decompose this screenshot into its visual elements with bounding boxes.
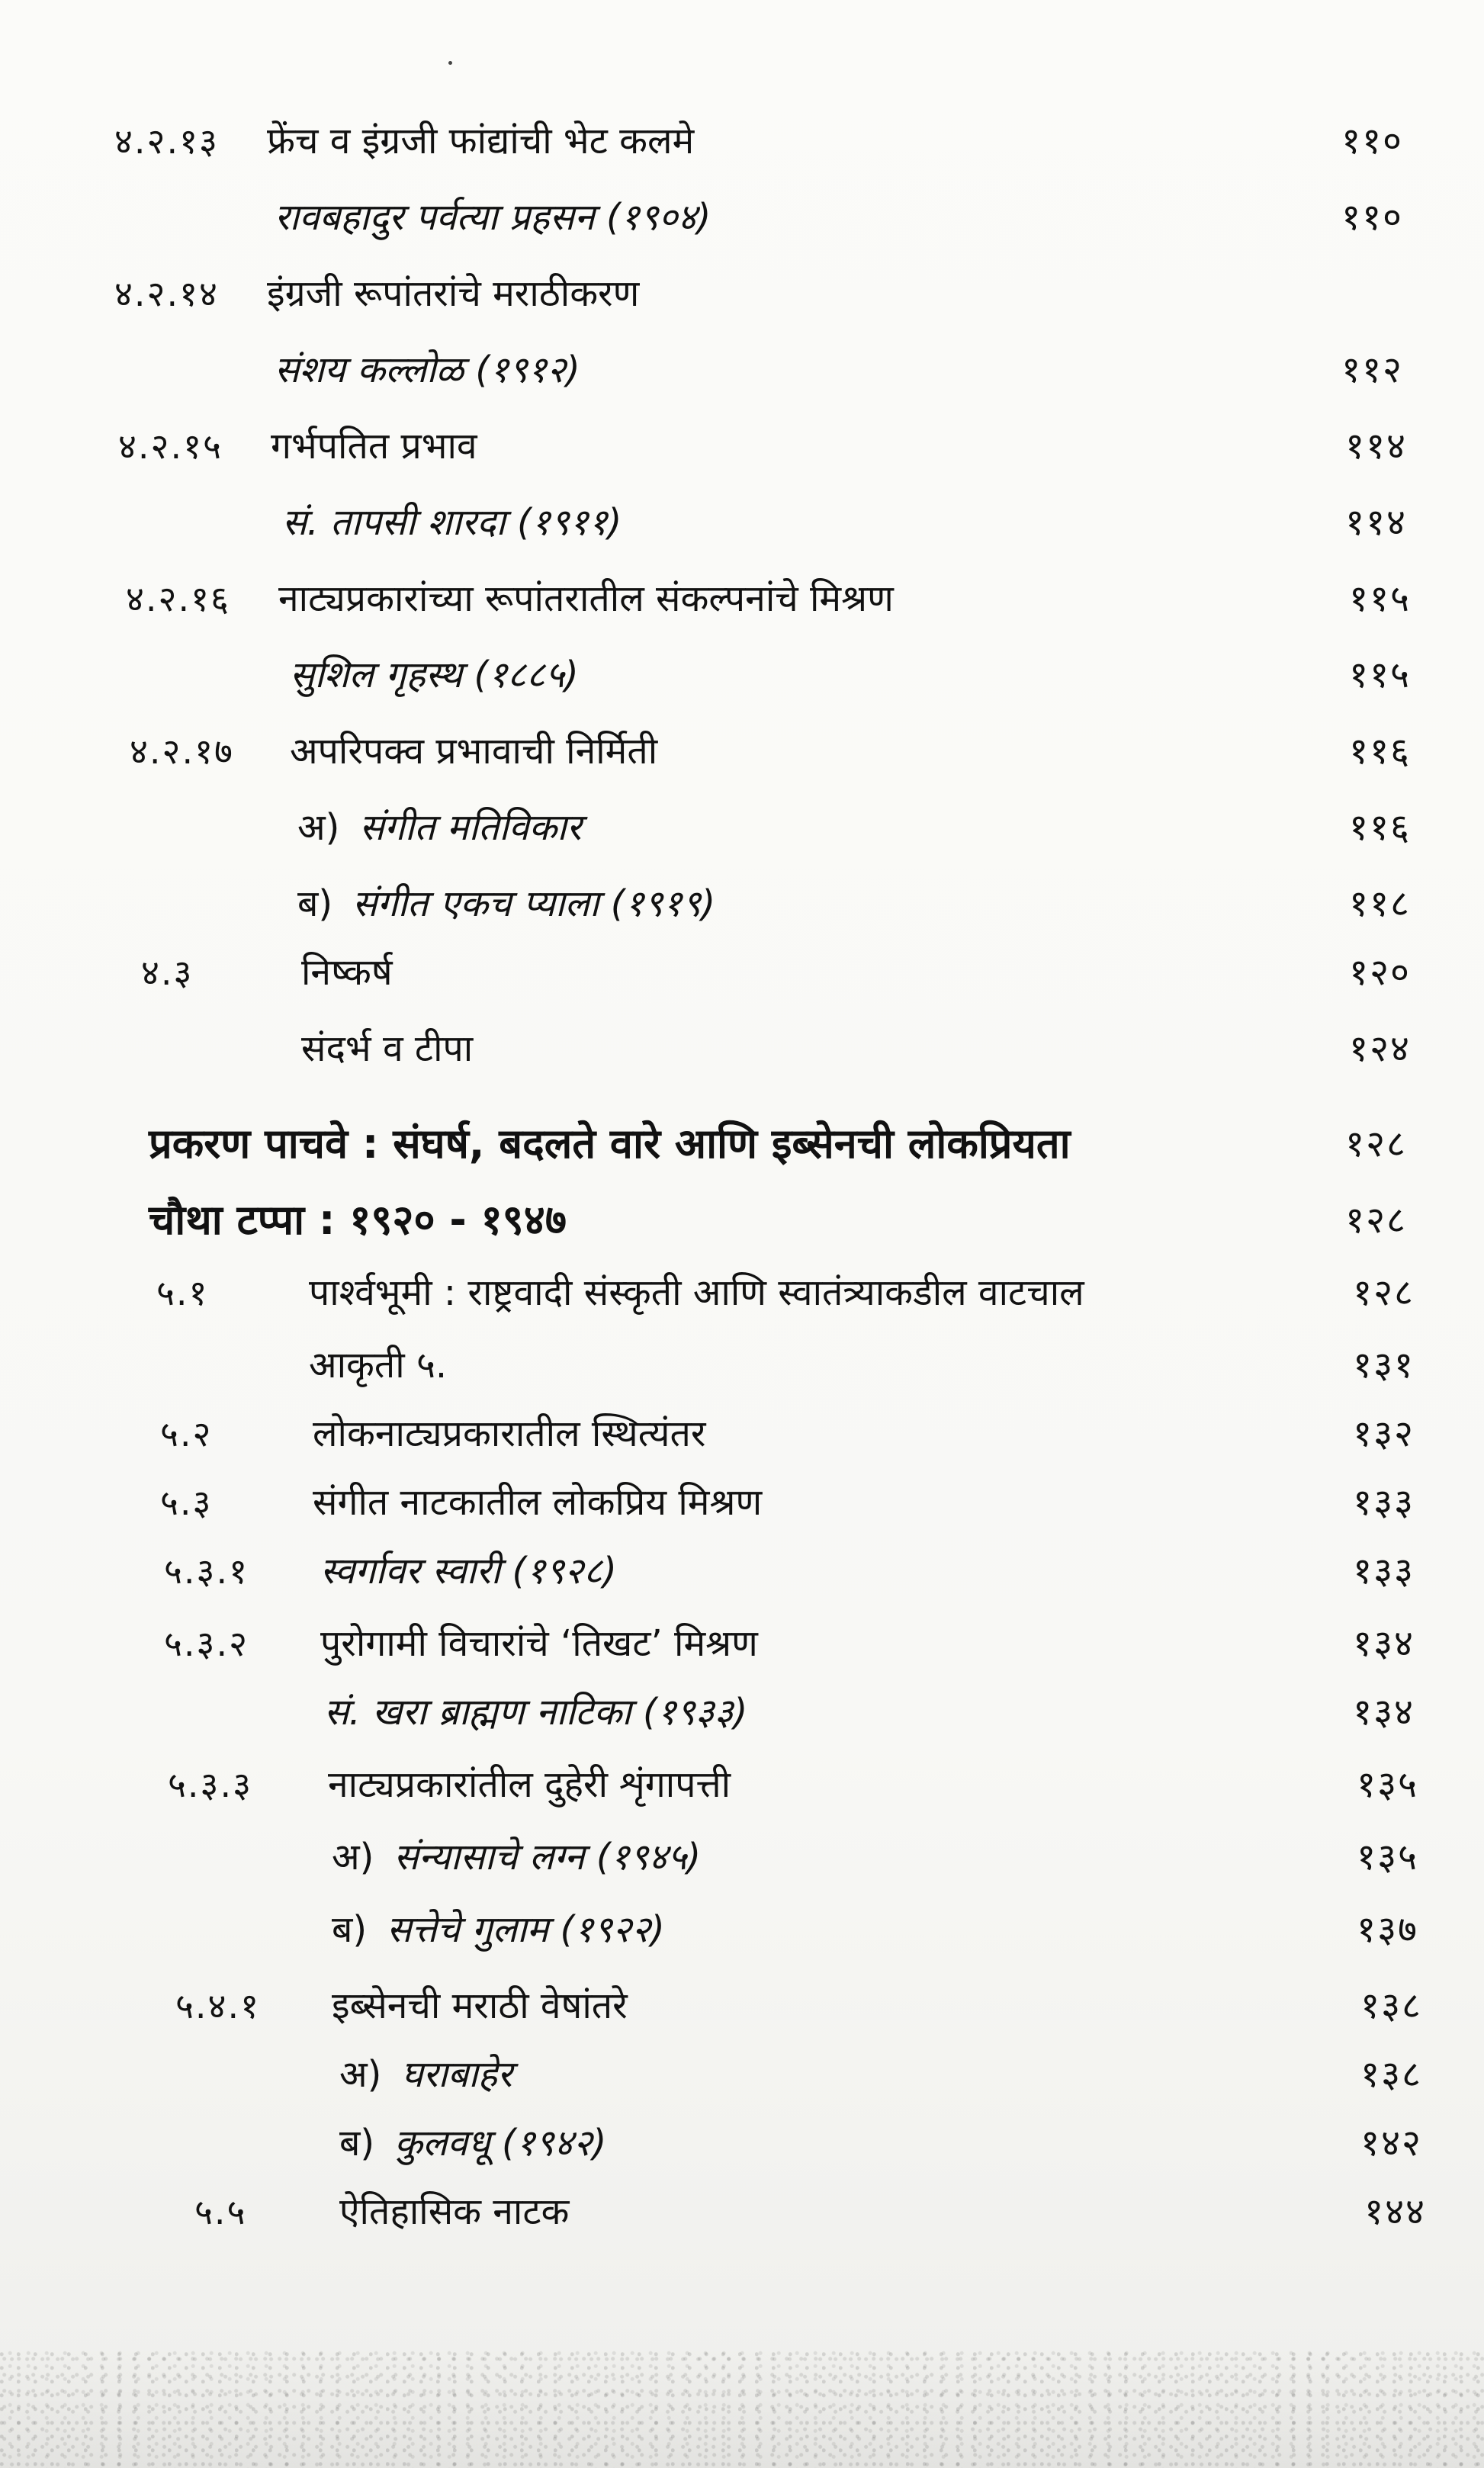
toc-entry [168, 1899, 1418, 1960]
toc-entry [175, 2113, 1422, 2174]
entry-number: ५.५ [194, 2191, 247, 2232]
entry-page: ११५ [1349, 654, 1411, 696]
entry-page: १३८ [1360, 1984, 1422, 2027]
toc-entry [114, 111, 1403, 172]
entry-title: पार्श्वभूमी : राष्ट्रवादी संस्कृती आणि स्वातंत्र्याकडील वाटचाल [309, 1271, 1084, 1314]
entry-page: ११० [1341, 196, 1403, 239]
toc-entry [164, 1541, 1415, 1602]
entry-title: इब्सेनची मराठी वेषांतरे [332, 1984, 628, 2027]
entry-number: ५.१ [156, 1272, 209, 1313]
chapter-subheading [149, 1186, 1407, 1255]
entry-subitem [297, 797, 581, 858]
toc-entry [164, 1613, 1415, 1674]
entry-number: ४.२.१६ [126, 578, 230, 619]
entry-title: फ्रेंच व इंग्रजी फांद्यांची भेट कलमे [267, 120, 695, 162]
entry-page: ११६ [1349, 730, 1411, 773]
entry-number: ४.२.१४ [114, 273, 219, 314]
entry-page: १३३ [1353, 1481, 1415, 1524]
entry-page: १३४ [1353, 1691, 1415, 1734]
entry-page: ११४ [1345, 425, 1407, 468]
toc-entry [175, 2044, 1422, 2105]
entry-title: गर्भपतित प्रभाव [271, 425, 477, 468]
entry-title: ऐतिहासिक नाटक [339, 2190, 570, 2233]
toc-entry [130, 873, 1411, 934]
toc-entry [168, 1827, 1418, 1888]
entry-title: पुरोगामी विचारांचे ‘तिखट’ मिश्रण [320, 1622, 758, 1665]
toc-entry [141, 1018, 1411, 1079]
toc-entry [168, 1754, 1418, 1815]
entry-marker: ब) [339, 2122, 375, 2164]
entry-page: १३१ [1353, 1344, 1415, 1387]
toc-entry [160, 1403, 1415, 1464]
entry-subitem [339, 2113, 606, 2174]
entry-number: ५.३.३ [168, 1764, 253, 1805]
toc-entry [130, 797, 1411, 858]
toc-entry [156, 1262, 1415, 1323]
page-speck [448, 61, 452, 65]
entry-subitem [332, 1827, 701, 1888]
entry-page: १३५ [1357, 1763, 1418, 1806]
entry-page: १३३ [1353, 1550, 1415, 1592]
chapter-phase: चौथा टप्पा : १९२० - १९४७ [149, 1196, 567, 1244]
toc-entry [114, 263, 1403, 324]
toc-entry [118, 492, 1407, 553]
entry-number: ४.२.१५ [118, 426, 223, 467]
entry-title: आकृती ५. [309, 1344, 448, 1387]
entry-title: संन्यासाचे लग्न (१९४५) [393, 1836, 702, 1878]
entry-marker: अ) [332, 1836, 374, 1878]
entry-title: निष्कर्ष [301, 951, 393, 994]
entry-title: संगीत नाटकातील लोकप्रिय मिश्रण [313, 1481, 763, 1524]
entry-page: ११४ [1345, 501, 1407, 544]
entry-title: घराबाहेर [401, 2053, 512, 2096]
entry-title: संदर्भ व टीपा [301, 1027, 474, 1070]
toc-entry [194, 2181, 1426, 2242]
entry-title: इंग्रजी रूपांतरांचे मराठीकरण [267, 272, 640, 315]
entry-subitem [332, 1899, 665, 1960]
entry-title: सं. तापसी शारदा (१९११) [282, 501, 622, 544]
page-bottom-noise [0, 2346, 1484, 2468]
entry-page: ११६ [1349, 806, 1411, 849]
entry-page: १४४ [1364, 2190, 1426, 2233]
toc-entry [126, 644, 1411, 705]
entry-title: सत्तेचे गुलाम (१९२२) [387, 1908, 665, 1951]
entry-page: १३८ [1360, 2053, 1422, 2096]
entry-title: संशय कल्लोळ (१९१२) [275, 349, 580, 391]
entry-subitem [297, 873, 715, 934]
entry-number: ५.३.१ [164, 1551, 249, 1592]
entry-marker: अ) [339, 2053, 382, 2096]
toc-entry [164, 1682, 1415, 1743]
entry-number: ४.३ [141, 952, 194, 993]
entry-page: ११२ [1341, 349, 1403, 391]
chapter-title: प्रकरण पाचवे : संघर्ष, बदलते वारे आणि इब्सेनची लोकप्रियता [149, 1120, 1071, 1168]
entry-title: कुलवधू (१९४२) [394, 2122, 607, 2164]
entry-page: १२८ [1353, 1271, 1415, 1314]
entry-title: लोकनाट्यप्रकारातील स्थित्यंतर [313, 1412, 706, 1455]
entry-marker: अ) [297, 806, 340, 849]
entry-title: नाट्यप्रकारांतील दुहेरी शृंगापत्ती [328, 1763, 731, 1806]
entry-page: १३४ [1353, 1622, 1415, 1665]
entry-subitem [339, 2044, 512, 2105]
entry-title: संगीत मतिविकार [359, 806, 582, 849]
entry-marker: ब) [332, 1908, 368, 1951]
entry-page: १४२ [1360, 2122, 1422, 2164]
entry-number: ५.३.२ [164, 1623, 249, 1664]
entry-number: ४.२.१७ [130, 731, 234, 772]
entry-title: सं. खरा ब्राह्मण नाटिका (१९३३) [324, 1691, 748, 1734]
entry-marker: ब) [297, 882, 333, 925]
entry-title: नाट्यप्रकारांच्या रूपांतरातील संकल्पनांचे मिश्रण [278, 577, 894, 620]
toc-entry [175, 1975, 1422, 2036]
toc-entry [141, 942, 1411, 1003]
entry-number: ४.२.१३ [114, 121, 219, 162]
toc-entry [118, 416, 1407, 477]
toc-entry [114, 339, 1403, 400]
entry-page: १२० [1349, 951, 1411, 994]
entry-page: ११० [1341, 120, 1403, 162]
entry-number: ५.३ [160, 1482, 213, 1523]
chapter-page: १२८ [1345, 1123, 1407, 1165]
toc-entry [130, 721, 1411, 782]
entry-page: १३७ [1357, 1908, 1418, 1951]
toc-entry [114, 187, 1403, 248]
entry-page: १३२ [1353, 1412, 1415, 1455]
entry-title: अपरिपक्व प्रभावाची निर्मिती [290, 730, 658, 773]
entry-title: संगीत एकच प्याला (१९१९) [352, 882, 716, 925]
entry-page: ११५ [1349, 577, 1411, 620]
entry-title: स्वर्गावर स्वारी (१९२८) [320, 1550, 617, 1592]
entry-page: १३५ [1357, 1836, 1418, 1878]
chapter-heading [149, 1110, 1407, 1178]
toc-entry [156, 1335, 1415, 1396]
entry-page: १२४ [1349, 1027, 1411, 1070]
entry-title: सुशिल गृहस्थ (१८८५) [290, 654, 579, 696]
entry-title: रावबहादुर पर्वत्या प्रहसन (१९०४) [275, 196, 711, 239]
entry-number: ५.२ [160, 1413, 213, 1454]
entry-page: ११८ [1349, 882, 1411, 925]
toc-entry [160, 1472, 1415, 1533]
entry-number: ५.४.१ [175, 1985, 261, 2026]
toc-entry [126, 568, 1411, 629]
chapter-page: १२८ [1345, 1199, 1407, 1242]
